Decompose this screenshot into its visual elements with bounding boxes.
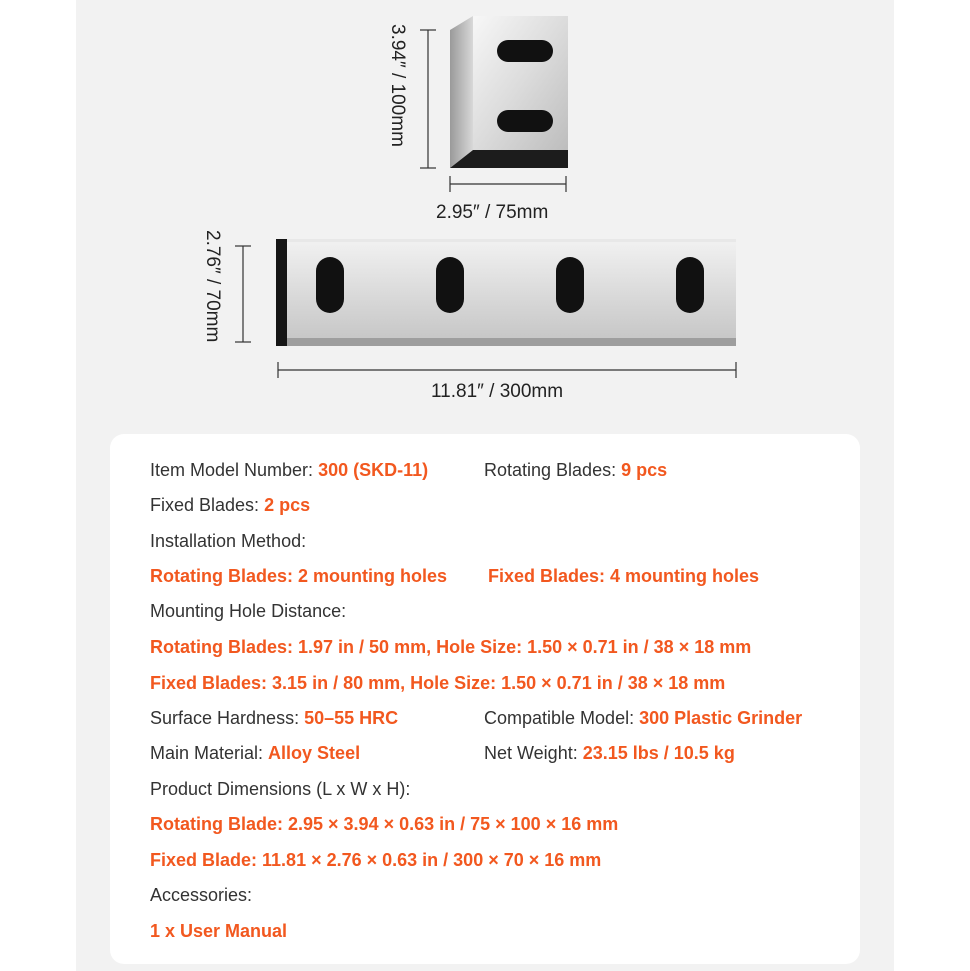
- spec-row-model: [150, 458, 668, 482]
- installation-method-heading: Installation Method:: [150, 531, 307, 551]
- fixed-blade-hole-3: [556, 257, 584, 313]
- rotating-blades-count: [484, 458, 667, 482]
- blade-dimension-figure: [0, 0, 970, 420]
- spec-row-fixed-blades: [150, 493, 310, 517]
- net-weight-value: 23.15 lbs / 10.5 kg: [582, 743, 735, 763]
- spec-row-hardness: [150, 706, 803, 730]
- mounting-rotating-value: Rotating Blades: 1.97 in / 50 mm, Hole Size: 1.50 × 0.71 in / 38 × 18 mm: [150, 637, 752, 657]
- fixed-blade-width-label: 11.81″ / 300mm: [431, 381, 564, 402]
- fixed-blade-hole-4: [676, 257, 704, 313]
- item-model-label: Item Model Number:: [150, 460, 319, 480]
- fixed-blade: [276, 239, 736, 346]
- rotating-blade-hole-2: [497, 110, 553, 132]
- specifications-card: [110, 434, 860, 964]
- rotating-blade-hole-1: [497, 40, 553, 62]
- fixed-blades-count-label: Fixed Blades:: [150, 495, 265, 515]
- main-material-value: Alloy Steel: [268, 743, 361, 763]
- item-model-value: 300 (SKD-11): [318, 460, 429, 480]
- compatible-model-label: Compatible Model:: [484, 708, 640, 728]
- mounting-hole-distance-heading: Mounting Hole Distance:: [150, 601, 347, 621]
- mounting-fixed-value: Fixed Blades: 3.15 in / 80 mm, Hole Size: 1.50 × 0.71 in / 38 × 18 mm: [150, 673, 726, 693]
- accessories-item: 1 x User Manual: [150, 921, 288, 941]
- installation-rotating-value: Rotating Blades: 2 mounting holes: [150, 566, 448, 586]
- surface-hardness-value: 50–55 HRC: [304, 708, 399, 728]
- accessories-heading: Accessories:: [150, 885, 253, 905]
- surface-hardness-label: Surface Hardness:: [150, 708, 305, 728]
- fixed-blade-face: [276, 239, 736, 346]
- net-weight-label: Net Weight:: [484, 743, 583, 763]
- spec-row-installation-values: [150, 564, 760, 588]
- main-material-label: Main Material:: [150, 743, 269, 763]
- product-dimensions-fixed-value: Fixed Blade: 11.81 × 2.76 × 0.63 in / 300 × 70 × 16 mm: [150, 850, 602, 870]
- spec-row-material: [150, 741, 735, 765]
- compatible-model: [484, 706, 802, 730]
- rotating-blade-height-label: 3.94″ / 100mm: [387, 24, 408, 147]
- fixed-blades-count-value: 2 pcs: [264, 495, 311, 515]
- installation-fixed-value: Fixed Blades: 4 mounting holes: [488, 566, 760, 586]
- compatible-model-value: 300 Plastic Grinder: [639, 708, 803, 728]
- rotating-blade-width-label: 2.95″ / 75mm: [436, 202, 549, 223]
- rotating-blade: [450, 16, 568, 168]
- net-weight: [484, 741, 735, 765]
- product-dimensions-heading: Product Dimensions (L x W x H):: [150, 779, 411, 799]
- fixed-blade-hole-1: [316, 257, 344, 313]
- rotating-blades-count-value: 9 pcs: [621, 460, 668, 480]
- fixed-blade-height-label: 2.76″ / 70mm: [202, 230, 223, 343]
- rotating-blades-count-label: Rotating Blades:: [484, 460, 622, 480]
- product-dimensions-rotating-value: Rotating Blade: 2.95 × 3.94 × 0.63 in / 75 × 100 × 16 mm: [150, 814, 619, 834]
- fixed-blade-hole-2: [436, 257, 464, 313]
